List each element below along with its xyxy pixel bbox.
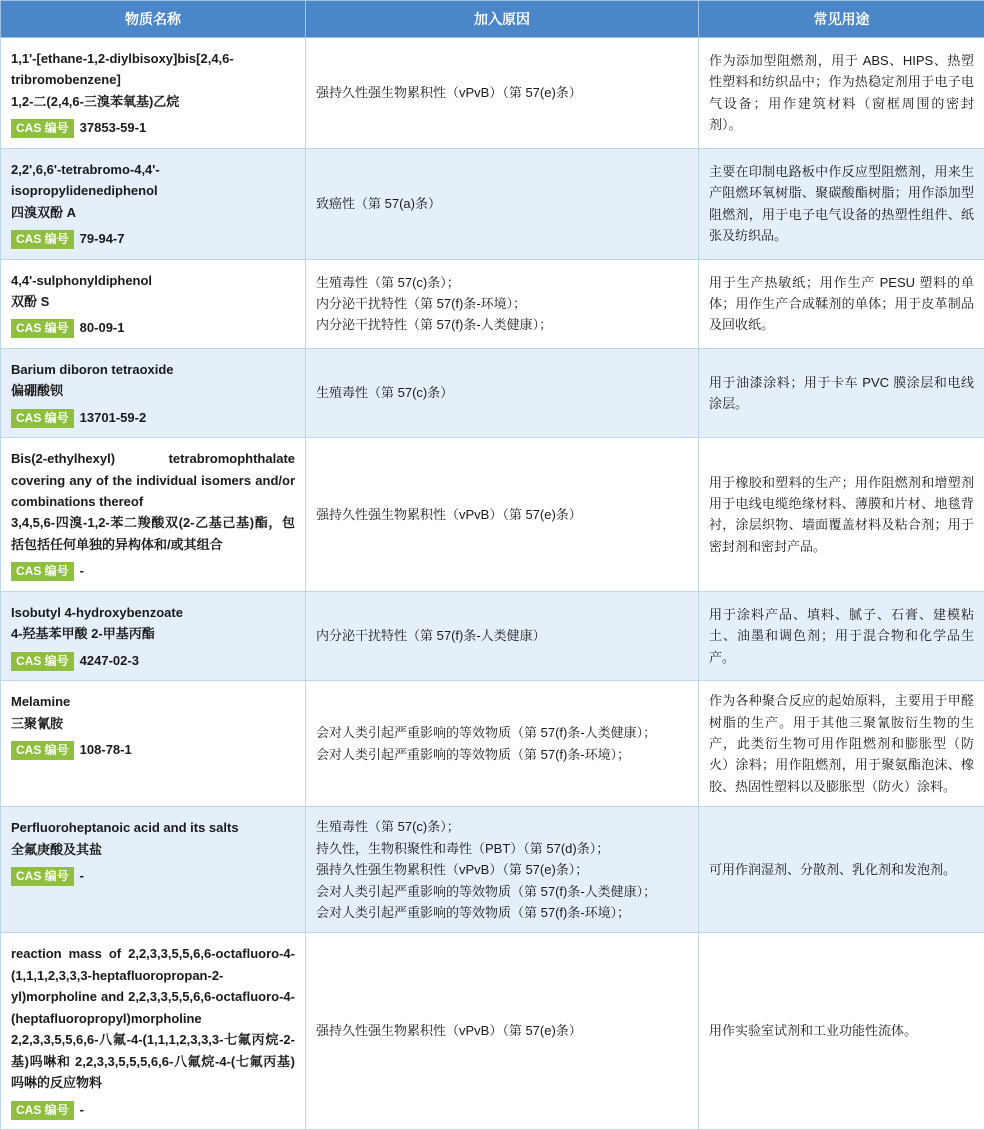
reason-line: 会对人类引起严重影响的等效物质（第 57(f)条-人类健康）； bbox=[316, 881, 688, 902]
substance-name-en: 4,4'-sulphonyldiphenol bbox=[11, 270, 295, 291]
cell-reason bbox=[306, 807, 699, 933]
cas-label-badge: CAS 编号 bbox=[11, 1101, 74, 1120]
cas-number-value: 79-94-7 bbox=[80, 231, 125, 246]
substance-name-zh: 三聚氰胺 bbox=[11, 713, 295, 734]
table-row bbox=[1, 348, 984, 437]
substance-name-zh: 偏硼酸钡 bbox=[11, 380, 295, 401]
table-row bbox=[1, 438, 984, 592]
cell-substance-name bbox=[1, 438, 306, 592]
reason-line: 会对人类引起严重影响的等效物质（第 57(f)条-环境）； bbox=[316, 902, 688, 923]
cas-label-badge: CAS 编号 bbox=[11, 562, 74, 581]
cas-number bbox=[11, 228, 295, 249]
cell-substance-name bbox=[1, 591, 306, 680]
table-header-row bbox=[1, 1, 984, 38]
cas-number-value: 80-09-1 bbox=[80, 320, 125, 335]
table-row bbox=[1, 591, 984, 680]
cell-reason bbox=[306, 38, 699, 149]
reason-line: 强持久性强生物累积性（vPvB）（第 57(e)条） bbox=[316, 1020, 688, 1041]
substance-name-en: 2,2',6,6'-tetrabromo-4,4'-isopropylidenediphenol bbox=[11, 159, 295, 202]
cell-reason bbox=[306, 438, 699, 592]
reason-line: 强持久性强生物累积性（vPvB）（第 57(e)条） bbox=[316, 504, 688, 525]
substance-name-zh: 全氟庚酸及其盐 bbox=[11, 839, 295, 860]
cas-number-value: - bbox=[80, 868, 84, 883]
reason-line: 生殖毒性（第 57(c)条）； bbox=[316, 272, 688, 293]
reason-line: 内分泌干扰特性（第 57(f)条-人类健康） bbox=[316, 625, 688, 646]
reason-line: 强持久性强生物累积性（vPvB）（第 57(e)条） bbox=[316, 82, 688, 103]
cell-substance-name bbox=[1, 933, 306, 1130]
reason-line: 强持久性强生物累积性（vPvB）（第 57(e)条）； bbox=[316, 859, 688, 880]
cell-common-use: 作为各种聚合反应的起始原料，主要用于甲醛树脂的生产。用于其他三聚氰胺衍生物的生产，此类衍生物可用作阻燃剂和膨胀型（防火）涂料；用作阻燃剂，用于聚氨酯泡沫、橡胶、热固性塑料以及膨胀型（防火）涂料。 bbox=[699, 681, 984, 807]
cas-number bbox=[11, 650, 295, 671]
substance-name-en: Melamine bbox=[11, 691, 295, 712]
substance-name-en: Bis(2-ethylhexyl) tetrabromophthalate covering any of the individual isomers and/or combinations thereof bbox=[11, 448, 295, 512]
cell-substance-name bbox=[1, 681, 306, 807]
cas-number-value: 108-78-1 bbox=[80, 742, 132, 757]
cas-number bbox=[11, 117, 295, 138]
table-row bbox=[1, 259, 984, 348]
substance-name-zh: 3,4,5,6-四溴-1,2-苯二羧酸双(2-乙基己基)酯，包括包括任何单独的异构体和/或其组合 bbox=[11, 512, 295, 555]
reason-line: 会对人类引起严重影响的等效物质（第 57(f)条-人类健康）； bbox=[316, 722, 688, 743]
cell-reason bbox=[306, 348, 699, 437]
reason-line: 生殖毒性（第 57(c)条） bbox=[316, 382, 688, 403]
substance-name-zh: 四溴双酚 A bbox=[11, 202, 295, 223]
cell-substance-name bbox=[1, 38, 306, 149]
cas-label-badge: CAS 编号 bbox=[11, 867, 74, 886]
cell-common-use: 用于油漆涂料；用于卡车 PVC 膜涂层和电线涂层。 bbox=[699, 348, 984, 437]
cas-number-value: 37853-59-1 bbox=[80, 120, 147, 135]
table-row bbox=[1, 807, 984, 933]
reason-line: 生殖毒性（第 57(c)条）； bbox=[316, 816, 688, 837]
substance-name-en: Isobutyl 4-hydroxybenzoate bbox=[11, 602, 295, 623]
cas-label-badge: CAS 编号 bbox=[11, 119, 74, 138]
cas-label-badge: CAS 编号 bbox=[11, 409, 74, 428]
substance-name-en: Barium diboron tetraoxide bbox=[11, 359, 295, 380]
cas-number bbox=[11, 865, 295, 886]
column-header-substance-name: 物质名称 bbox=[1, 1, 306, 38]
table-body bbox=[1, 38, 984, 1130]
cell-reason bbox=[306, 259, 699, 348]
cell-common-use: 用于生产热敏纸；用作生产 PESU 塑料的单体；用作生产合成鞣剂的单体；用于皮革制品及回收纸。 bbox=[699, 259, 984, 348]
column-header-reason: 加入原因 bbox=[306, 1, 699, 38]
cell-common-use: 用作实验室试剂和工业功能性流体。 bbox=[699, 933, 984, 1130]
cas-label-badge: CAS 编号 bbox=[11, 230, 74, 249]
cas-label-badge: CAS 编号 bbox=[11, 652, 74, 671]
cell-reason bbox=[306, 591, 699, 680]
cell-common-use: 主要在印制电路板中作反应型阻燃剂，用来生产阻燃环氧树脂、聚碳酸酯树脂；用作添加型阻燃剂，用于电子电气设备的热塑性组件、纸张及纺织品。 bbox=[699, 148, 984, 259]
cas-label-badge: CAS 编号 bbox=[11, 319, 74, 338]
reason-line: 内分泌干扰特性（第 57(f)条-环境）； bbox=[316, 293, 688, 314]
substance-name-en: Perfluoroheptanoic acid and its salts bbox=[11, 817, 295, 838]
cas-number bbox=[11, 317, 295, 338]
substance-name-zh: 1,2-二(2,4,6-三溴苯氧基)乙烷 bbox=[11, 91, 295, 112]
cell-common-use: 作为添加型阻燃剂，用于 ABS、HIPS、热塑性塑料和纺织品中；作为热稳定剂用于电子电气设备；用作建筑材料（窗框周围的密封剂）。 bbox=[699, 38, 984, 149]
cell-reason bbox=[306, 933, 699, 1130]
cas-number bbox=[11, 739, 295, 760]
cell-substance-name bbox=[1, 259, 306, 348]
table-row bbox=[1, 681, 984, 807]
substance-name-zh: 双酚 S bbox=[11, 291, 295, 312]
cell-substance-name bbox=[1, 807, 306, 933]
substance-name-en: 1,1'-[ethane-1,2-diylbisoxy]bis[2,4,6-tribromobenzene] bbox=[11, 48, 295, 91]
reason-line: 持久性，生物积聚性和毒性（PBT）（第 57(d)条）； bbox=[316, 838, 688, 859]
cell-reason bbox=[306, 681, 699, 807]
cell-substance-name bbox=[1, 148, 306, 259]
reason-line: 会对人类引起严重影响的等效物质（第 57(f)条-环境）； bbox=[316, 744, 688, 765]
cell-common-use: 可用作润湿剂、分散剂、乳化剂和发泡剂。 bbox=[699, 807, 984, 933]
cas-number bbox=[11, 1099, 295, 1120]
cas-number-value: - bbox=[80, 563, 84, 578]
cas-number-value: - bbox=[80, 1102, 84, 1117]
substance-name-zh: 4-羟基苯甲酸 2-甲基丙酯 bbox=[11, 623, 295, 644]
substance-name-zh: 2,2,3,3,5,5,6,6-八氟-4-(1,1,1,2,3,3,3-七氟丙烷-2-基)吗啉和 2,2,3,3,5,5,5,6,6-八氟烷-4-(七氟丙基)吗啉的反应物料 bbox=[11, 1029, 295, 1093]
reason-line: 内分泌干扰特性（第 57(f)条-人类健康）； bbox=[316, 314, 688, 335]
cas-number-value: 13701-59-2 bbox=[80, 410, 147, 425]
substance-name-en: reaction mass of 2,2,3,3,5,5,6,6-octafluoro-4-(1,1,1,2,3,3,3-heptafluoropropan-2-yl)morpholine and 2,2,3,3,5,5,6,6-octafluoro-4-(heptafluoropropyl)morpholine bbox=[11, 943, 295, 1029]
cell-substance-name bbox=[1, 348, 306, 437]
cell-reason bbox=[306, 148, 699, 259]
table-row bbox=[1, 38, 984, 149]
cell-common-use: 用于橡胶和塑料的生产；用作阻燃剂和增塑剂用于电线电缆绝缘材料、薄膜和片材、地毯背衬，涂层织物、墙面覆盖材料及粘合剂；用于密封剂和密封产品。 bbox=[699, 438, 984, 592]
table-row bbox=[1, 148, 984, 259]
cas-number-value: 4247-02-3 bbox=[80, 653, 139, 668]
cas-number bbox=[11, 560, 295, 581]
table-row bbox=[1, 933, 984, 1130]
reason-line: 致癌性（第 57(a)条） bbox=[316, 193, 688, 214]
cell-common-use: 用于涂料产品、填料、腻子、石膏、建模粘土、油墨和调色剂；用于混合物和化学品生产。 bbox=[699, 591, 984, 680]
cas-number bbox=[11, 407, 295, 428]
column-header-common-use: 常见用途 bbox=[699, 1, 984, 38]
cas-label-badge: CAS 编号 bbox=[11, 741, 74, 760]
